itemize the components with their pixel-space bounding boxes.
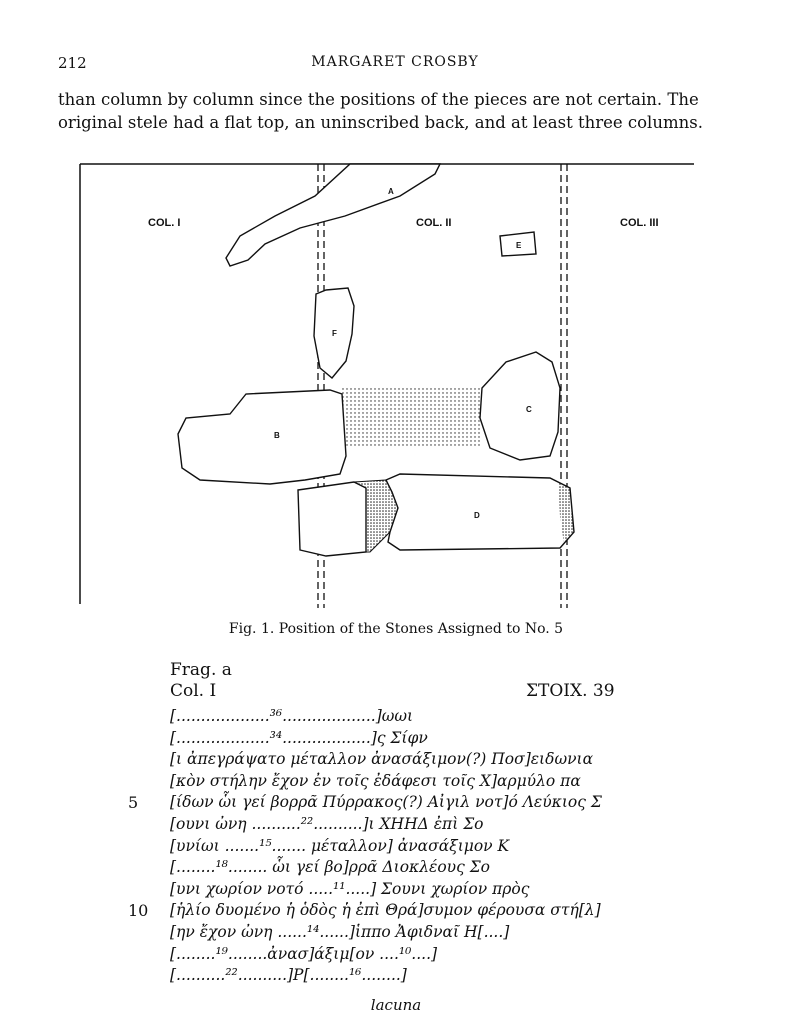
figure-caption: Fig. 1. Position of the Stones Assigned to No. 5 [228,621,564,637]
page-number: 212 [58,54,87,72]
intro-text: than column by column since the positions of the pieces are not certain. The original stele had a flat top, an uninscribed back, and at least three columns. [58,90,703,132]
column-heading: Col. I [170,681,217,701]
stone-label-c: C [526,405,532,414]
inscription-line: [κὸν στήλην ἔχον ἐν τοῖς ἐδάφεσι τοῖς Χ]αρμύλο πα [170,771,581,790]
stone-label-b: B [274,431,280,440]
line-number: 10 [128,901,149,921]
inscription-lines [128,707,602,988]
inscription-line: [...................³⁶...................]ωωι [170,707,414,725]
inscription-line: [..........²²..........]Ρ[........¹⁶........] [170,966,407,985]
stone-c [480,352,560,460]
col-1-label: COL. I [148,217,181,229]
inscription-line: 5 [ίδων ὧι γεί βορρᾶ Πύρρακος(?) Αἰγιλ νοτ]ό Λεύκιος Σ [128,793,602,813]
inscription-line: [ι ἀπεγράψατο μέταλλον ἀνασάξιμον(?) Ποσ]ειδωνια [170,750,594,769]
page-header [58,54,732,74]
stone-b [178,390,346,484]
inscription-line: [υνι χωρίον νοτό .....¹¹.....] Σουνι χωρίον πρὸς [170,879,530,898]
intro-paragraph [58,88,730,134]
running-head: MARGARET CROSBY [311,54,479,70]
col-3-label: COL. III [620,217,659,229]
stone-d-left [298,482,366,556]
stippled-gap [342,388,480,446]
stone-diagram [70,156,710,616]
inscription-line: [........¹⁸........ ὧι γεί βο]ρρᾶ Διοκλέους Σο [170,858,490,877]
inscription-line: [υνίωι .......¹⁵....... μέταλλον] ἀνασάξιμον Κ [170,836,510,855]
fragment-heading: Frag. a [170,660,232,680]
stone-a [226,164,440,266]
lacuna-note: lacuna [370,996,422,1014]
stone-label-a: A [388,187,394,196]
stoichedon-note: ΣΤΟΙΧ. 39 [526,681,615,701]
col-2-label: COL. II [416,217,452,229]
line-number: 5 [128,793,139,813]
stone-position-figure [70,156,710,616]
inscription-line: [ην ἔχον ὠνη ......¹⁴......]ἱππο Ἀφιδναῖ Η[....] [170,922,510,941]
stone-label-d: D [474,511,480,520]
stone-label-e: E [516,241,522,250]
inscription-line: [........¹⁹........ἀνασ]άξιμ[ον ....¹⁰....] [170,944,438,963]
stone-label-f: F [332,329,337,338]
inscription-line: [ουνι ὠνη ..........²²..........]ι ΧΗΗΔ ἐπὶ Σο [170,814,484,833]
inscription-line: [...................³⁴..................]ς Σίφν [170,728,428,747]
inscription-line: 10 [ἡλίο δυομένο ἡ ὁδὸς ἡ ἐπὶ Θρά]συμον φέρουσα στή[λ] [128,901,601,921]
stone-d [386,474,574,550]
